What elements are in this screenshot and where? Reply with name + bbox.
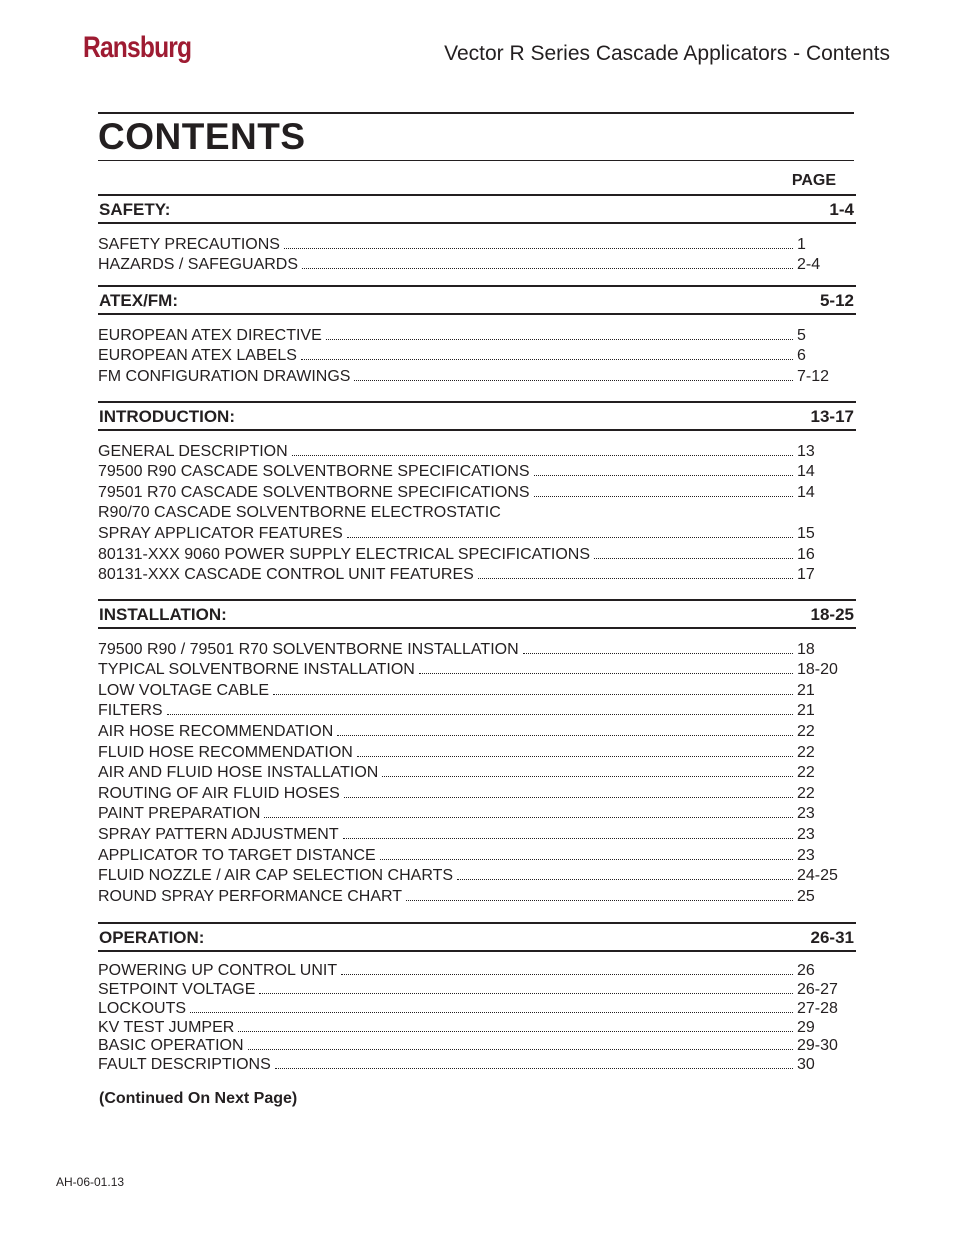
dot-leader — [341, 973, 793, 975]
toc-entry-label: KV TEST JUMPER — [98, 1018, 235, 1036]
section-entries — [98, 233, 856, 274]
document-code: AH-06-01.13 — [56, 1175, 125, 1189]
dot-leader — [382, 775, 793, 777]
dot-leader — [337, 734, 793, 736]
toc-entry — [98, 961, 843, 980]
section-header — [98, 285, 856, 315]
ransburg-logo: Ransburg — [83, 31, 192, 64]
toc-entry — [98, 803, 843, 824]
toc-entry — [98, 543, 843, 564]
toc-entry-label: FM CONFIGURATION DRAWINGS — [98, 367, 351, 385]
toc-entry — [98, 885, 843, 906]
dot-leader — [478, 577, 793, 579]
toc-entry-label: GENERAL DESCRIPTION — [98, 442, 288, 460]
toc-entry — [98, 1018, 843, 1037]
dot-leader — [406, 899, 793, 901]
toc-entry-label: PAINT PREPARATION — [98, 805, 261, 823]
toc-entry — [98, 1037, 843, 1056]
toc-entry-page: 23 — [797, 846, 815, 864]
toc-entry — [98, 659, 843, 680]
dot-leader — [354, 379, 793, 381]
toc-entry-page: 29-30 — [797, 1037, 838, 1055]
toc-entry-page: 1 — [797, 235, 806, 253]
toc-entry-page: 26 — [797, 961, 815, 979]
dot-leader — [292, 454, 793, 456]
section-title: ATEX/FM: — [99, 291, 179, 310]
top-rule — [98, 112, 854, 114]
dot-leader — [190, 1011, 793, 1013]
toc-entry — [98, 502, 843, 523]
toc-entry-label: FLUID HOSE RECOMMENDATION — [98, 743, 353, 761]
section-page-range: 18-25 — [810, 605, 854, 624]
section-entries — [98, 324, 856, 386]
toc-entry-page: 23 — [797, 825, 815, 843]
toc-section — [98, 194, 856, 274]
toc-entry — [98, 865, 843, 886]
toc-entry-page: 23 — [797, 805, 815, 823]
toc-entry-page: 7-12 — [797, 367, 830, 385]
toc-entry-label: SPRAY APPLICATOR FEATURES — [98, 524, 343, 542]
toc-entry-label: AIR AND FLUID HOSE INSTALLATION — [98, 764, 379, 782]
toc-entry-page: 26-27 — [797, 980, 838, 998]
dot-leader — [248, 1048, 793, 1050]
toc-entry — [98, 365, 843, 386]
toc-entry-page: 24-25 — [797, 867, 838, 885]
continued-note: (Continued On Next Page) — [99, 1090, 298, 1107]
toc-entry — [98, 522, 843, 543]
toc-entry — [98, 782, 843, 803]
dot-leader — [523, 652, 793, 654]
dot-leader — [380, 858, 793, 860]
dot-leader — [594, 557, 793, 559]
section-page-range: 26-31 — [810, 928, 854, 947]
toc-entry-label: BASIC OPERATION — [98, 1037, 244, 1055]
toc-entry-label: 80131-XXX 9060 POWER SUPPLY ELECTRICAL SPECIFICATIONS — [98, 545, 591, 563]
toc-entry-label: R90/70 CASCADE SOLVENTBORNE ELECTROSTATIC — [98, 504, 501, 522]
toc-entry-label: HAZARDS / SAFEGUARDS — [98, 256, 299, 274]
section-entries — [98, 961, 856, 1074]
toc-entry-page: 22 — [797, 784, 815, 802]
toc-entry-page: 16 — [797, 545, 815, 563]
toc-entry — [98, 823, 843, 844]
toc-entry-label: 79500 R90 / 79501 R70 SOLVENTBORNE INSTALLATION — [98, 640, 519, 658]
section-page-range: 1-4 — [829, 200, 854, 219]
toc-entry-page: 2-4 — [797, 256, 821, 274]
toc-entry-page: 15 — [797, 524, 815, 542]
toc-entry — [98, 999, 843, 1018]
dot-leader — [357, 755, 793, 757]
toc-section — [98, 285, 856, 386]
section-title: OPERATION: — [99, 928, 205, 947]
heading-rule — [98, 160, 854, 161]
toc-section — [98, 922, 856, 1074]
page-column-label: PAGE — [791, 172, 836, 189]
toc-entry-page: 14 — [797, 463, 815, 481]
dot-leader — [419, 672, 793, 674]
toc-entry-page: 29 — [797, 1018, 815, 1036]
section-header — [98, 922, 856, 952]
page-title: CONTENTS — [98, 116, 306, 157]
section-entries — [98, 440, 856, 584]
dot-leader — [259, 992, 793, 994]
toc-entry-page: 27-28 — [797, 999, 838, 1017]
toc-entry-page: 21 — [797, 681, 815, 699]
toc-entry — [98, 720, 843, 741]
toc-entry-page: 5 — [797, 326, 806, 344]
toc-section — [98, 599, 856, 906]
toc-entry-label: 79500 R90 CASCADE SOLVENTBORNE SPECIFICATIONS — [98, 463, 530, 481]
toc-entry — [98, 564, 843, 585]
toc-entry — [98, 345, 843, 366]
toc-entry-page: 18 — [797, 640, 815, 658]
section-entries — [98, 638, 856, 906]
section-page-range: 13-17 — [810, 407, 854, 426]
toc-entry — [98, 481, 843, 502]
toc-entry — [98, 762, 843, 783]
toc-entry-page: 14 — [797, 483, 815, 501]
toc-entry-label: LOW VOLTAGE CABLE — [98, 681, 270, 699]
toc-entry-label: TYPICAL SOLVENTBORNE INSTALLATION — [98, 661, 415, 679]
section-title: SAFETY: — [99, 200, 171, 219]
toc-entry-page: 22 — [797, 743, 815, 761]
toc-entry-label: EUROPEAN ATEX LABELS — [98, 347, 297, 365]
toc-entry-page: 21 — [797, 702, 815, 720]
dot-leader — [264, 816, 793, 818]
toc-entry-label: EUROPEAN ATEX DIRECTIVE — [98, 326, 322, 344]
toc-entry-label: FLUID NOZZLE / AIR CAP SELECTION CHARTS — [98, 867, 454, 885]
toc-entry-label: FAULT DESCRIPTIONS — [98, 1056, 271, 1074]
toc-entry — [98, 980, 843, 999]
toc-entry-page: 13 — [797, 442, 815, 460]
dot-leader — [347, 536, 793, 538]
section-page-range: 5-12 — [819, 291, 854, 310]
section-title: INSTALLATION: — [99, 605, 227, 624]
toc-entry-label: FILTERS — [98, 702, 163, 720]
dot-leader — [343, 837, 793, 839]
toc-entry-page: 6 — [797, 347, 806, 365]
toc-entry — [98, 638, 843, 659]
dot-leader — [167, 713, 793, 715]
toc-entry-label: SETPOINT VOLTAGE — [98, 980, 256, 998]
toc-entry — [98, 700, 843, 721]
toc-entry — [98, 440, 843, 461]
dot-leader — [534, 495, 793, 497]
dot-leader — [301, 358, 793, 360]
section-header — [98, 194, 856, 224]
toc-entry-label: LOCKOUTS — [98, 999, 187, 1017]
dot-leader — [302, 267, 793, 269]
toc-entry-page: 22 — [797, 764, 815, 782]
toc-entry-label: POWERING UP CONTROL UNIT — [98, 961, 338, 979]
toc-entry-label: 80131-XXX CASCADE CONTROL UNIT FEATURES — [98, 566, 474, 584]
toc-section — [98, 401, 856, 584]
toc-entry — [98, 1055, 843, 1074]
dot-leader — [344, 796, 793, 798]
toc-entry-page: 18-20 — [797, 661, 838, 679]
toc-entry-label: 79501 R70 CASCADE SOLVENTBORNE SPECIFICATIONS — [98, 483, 530, 501]
toc-entry-page: 25 — [797, 887, 815, 905]
section-header — [98, 401, 856, 431]
dot-leader — [275, 1067, 793, 1069]
toc-entry — [98, 461, 843, 482]
toc-entry-page: 30 — [797, 1056, 815, 1074]
section-header — [98, 599, 856, 629]
toc-entry — [98, 324, 843, 345]
dot-leader — [326, 338, 793, 340]
toc-entry — [98, 844, 843, 865]
dot-leader — [457, 878, 793, 880]
toc-entry-label: ROUTING OF AIR FLUID HOSES — [98, 784, 340, 802]
toc-entry — [98, 741, 843, 762]
dot-leader — [238, 1030, 793, 1032]
toc-entry-page: 22 — [797, 722, 815, 740]
toc-entry-label: APPLICATOR TO TARGET DISTANCE — [98, 846, 376, 864]
toc-entry — [98, 254, 843, 275]
toc-entry-label: ROUND SPRAY PERFORMANCE CHART — [98, 887, 403, 905]
dot-leader — [534, 474, 793, 476]
toc-entry-label: SAFETY PRECAUTIONS — [98, 235, 280, 253]
toc-entry — [98, 679, 843, 700]
dot-leader — [284, 247, 793, 249]
toc-entry-page: 17 — [797, 566, 815, 584]
document-title: Vector R Series Cascade Applicators - Contents — [444, 42, 890, 65]
toc-entry-label: AIR HOSE RECOMMENDATION — [98, 722, 334, 740]
toc-entry-label: SPRAY PATTERN ADJUSTMENT — [98, 825, 339, 843]
dot-leader — [273, 693, 793, 695]
toc-entry — [98, 233, 843, 254]
section-title: INTRODUCTION: — [99, 407, 235, 426]
